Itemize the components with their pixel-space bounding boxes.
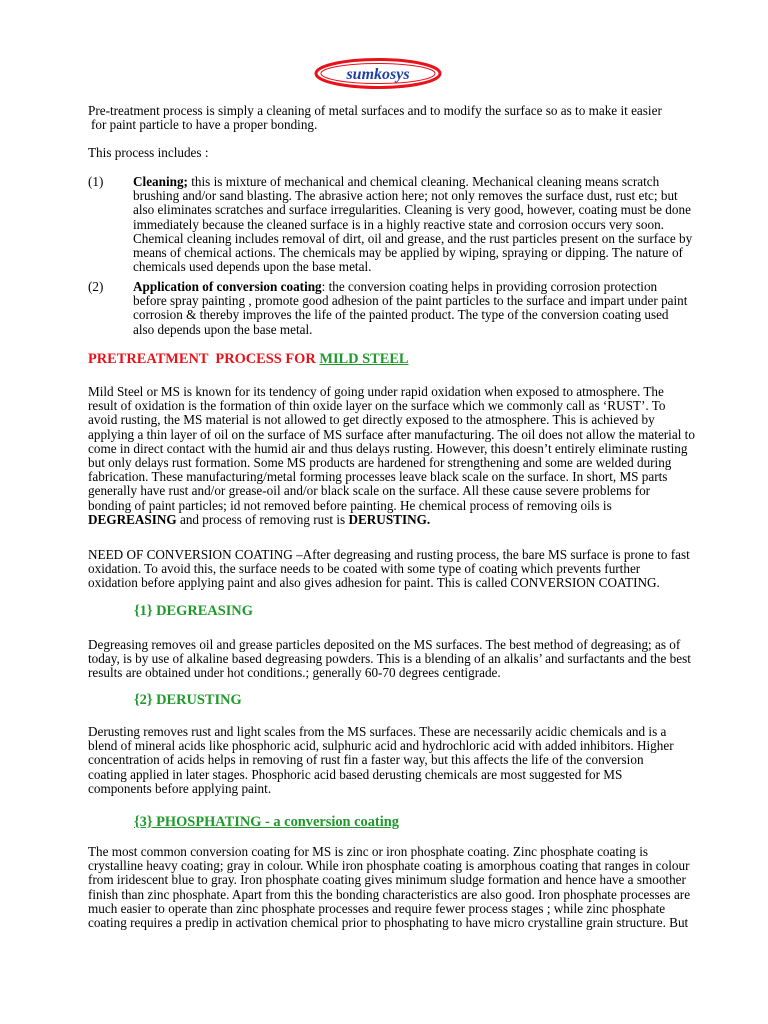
heading-derusting: {2} DERUSTING (134, 692, 242, 708)
text-line: also depends upon the base metal. (133, 321, 313, 337)
intro-paragraph (88, 104, 748, 132)
text-line: corrosion & thereby improves the life of the painted product. The type of the conversion coating used (133, 307, 669, 323)
mild-steel-paragraph (88, 385, 748, 527)
text-line: bonding of paint particles; id not removed before painting. He chemical process of removing oils is (88, 497, 612, 513)
item-title: Application of conversion coating (133, 279, 322, 294)
text-line: results are obtained under hot conditions.; generally 60-70 degrees centigrade. (88, 665, 501, 681)
text-line: oxidation. To avoid this, the surface needs to be coated with some type of coating which prevents further (88, 561, 641, 577)
item-number: (2) (88, 279, 104, 294)
text-line: Mild Steel or MS is known for its tendency of going under rapid oxidation when exposed to atmosphere. The (88, 384, 664, 399)
heading-mild-steel (88, 352, 409, 366)
includes-label: This process includes : (88, 145, 209, 160)
heading-degreasing: {1} DEGREASING (134, 603, 253, 619)
text-line: coating applied in later stages. Phosphoric acid based derusting chemicals are most suggested for MS (88, 766, 623, 782)
text-line: concentration of acids helps in removing of rust fin a faster way, but this affects the life of the conversion (88, 752, 644, 768)
bold-term: DEGREASING (88, 511, 177, 527)
text-line: before spray painting , promote good adhesion of the paint particles to the surface and impart under paint (133, 293, 688, 309)
text-line: Pre-treatment process is simply a cleaning of metal surfaces and to modify the surface so as to make it easier (88, 103, 662, 118)
text-line: coating requires a predip in activation chemical prior to phosphating to have micro crystalline grain structure. But (88, 915, 689, 931)
heading-green-part: MILD STEEL (319, 351, 409, 367)
text-line: but only delays rust formation. Some MS products are hardened for strengthening and some are welded during (88, 455, 672, 471)
text-line: this is mixture of mechanical and chemical cleaning. Mechanical cleaning means scratch (187, 174, 660, 189)
text-line: The most common conversion coating for MS is zinc or iron phosphate coating. Zinc phosphate coating is (88, 844, 648, 859)
text-line: blend of mineral acids like phosphoric acid, sulphuric acid and hydrochloric acid with added inhibitors. Higher (88, 738, 674, 754)
text-line: immediately because the cleaned surface is in a highly reactive state and corrosion occurs very soon. (133, 216, 664, 232)
text-line: applying a thin layer of oil on the surface of MS surface after manufacturing. The oil does not allow the material to (88, 426, 695, 442)
degreasing-paragraph (88, 638, 748, 681)
text-line: : the conversion coating helps in providing corrosion protection (321, 279, 658, 294)
text-line: oxidation before applying paint and also gives adhesion for paint. This is called CONVERSION COATING. (88, 575, 660, 591)
text-line: Derusting removes rust and light scales from the MS surfaces. These are necessarily acidic chemicals and is a (88, 724, 667, 739)
text-span: and process of removing rust is (176, 511, 349, 527)
text-line: chemicals used depends upon the base metal. (133, 259, 372, 275)
heading-phosphating: {3} PHOSPHATING - a conversion coating (134, 814, 399, 830)
text-line: Chemical cleaning includes removal of dirt, oil and grease, and the rust particles present on the surface by (133, 230, 693, 246)
logo-text: sumkosys (346, 66, 410, 83)
text-line (88, 513, 748, 527)
text-line: for paint particle to have a proper bonding. (91, 117, 318, 133)
sumkosys-logo (313, 57, 443, 90)
text-line: Degreasing removes oil and grease particles deposited on the MS surfaces. The best method of degreasing; as of (88, 637, 681, 652)
item-number: (1) (88, 174, 104, 189)
text-line: crystalline heavy coating; gray in colour. While iron phosphate coating is amorphous coating that ranges in colour (88, 858, 690, 874)
heading-red-part: PRETREATMENT PROCESS FOR (88, 351, 320, 367)
item-title: Cleaning; (133, 174, 188, 189)
text-line: NEED OF CONVERSION COATING –After degreasing and rusting process, the bare MS surface is prone to fast (88, 547, 690, 562)
text-line: avoid rusting, the MS material is not allowed to get directly exposed to the atmosphere. This is achieved by (88, 412, 655, 428)
text-line: means of chemical actions. The chemicals may be applied by wiping, spraying or dipping. The nature of (133, 245, 683, 261)
list-item-cleaning (133, 175, 748, 274)
text-line: brushing and/or sand blasting. The abrasive action here; not only removes the surface dust, rust etc; but (133, 188, 678, 204)
text-line: generally have rust and/or grease-oil and/or black scale on the surface. All these cause severe problems for (88, 483, 651, 499)
text-line: fabrication. These manufacturing/metal forming processes leave black scale on the surface. In short, MS parts (88, 469, 668, 485)
text-line: result of oxidation is the formation of thin oxide layer on the surface which we commonly call as ‘RUST’. To (88, 398, 666, 414)
derusting-paragraph (88, 725, 748, 796)
text-line: today, is by use of alkaline based degreasing powders. This is a blending of an alkalis’ and surfactants and the best (88, 651, 691, 667)
text-line: components before applying paint. (88, 780, 272, 796)
list-item-conversion-coating (133, 280, 748, 337)
phosphating-paragraph (88, 845, 748, 930)
text-line: from iridescent blue to gray. Iron phosphate coating gives minimum sludge formation and hence have a smoother (88, 872, 686, 888)
bold-term: DERUSTING. (348, 511, 431, 527)
text-line: finish than zinc phosphate. Apart from this the bonding characteristics are also good. Iron phosphate processes are (88, 886, 691, 902)
need-paragraph (88, 548, 748, 591)
text-line: come in direct contact with the humid air and thus delays rusting. However, this doesn’t entirely eliminate rusting (88, 440, 688, 456)
text-line: also eliminates scratches and surface irregularities. Cleaning is very good, however, coating must be done (133, 202, 691, 218)
text-line: much easier to operate than zinc phosphate processes and require fewer process stages ; while zinc phosphate (88, 900, 666, 916)
